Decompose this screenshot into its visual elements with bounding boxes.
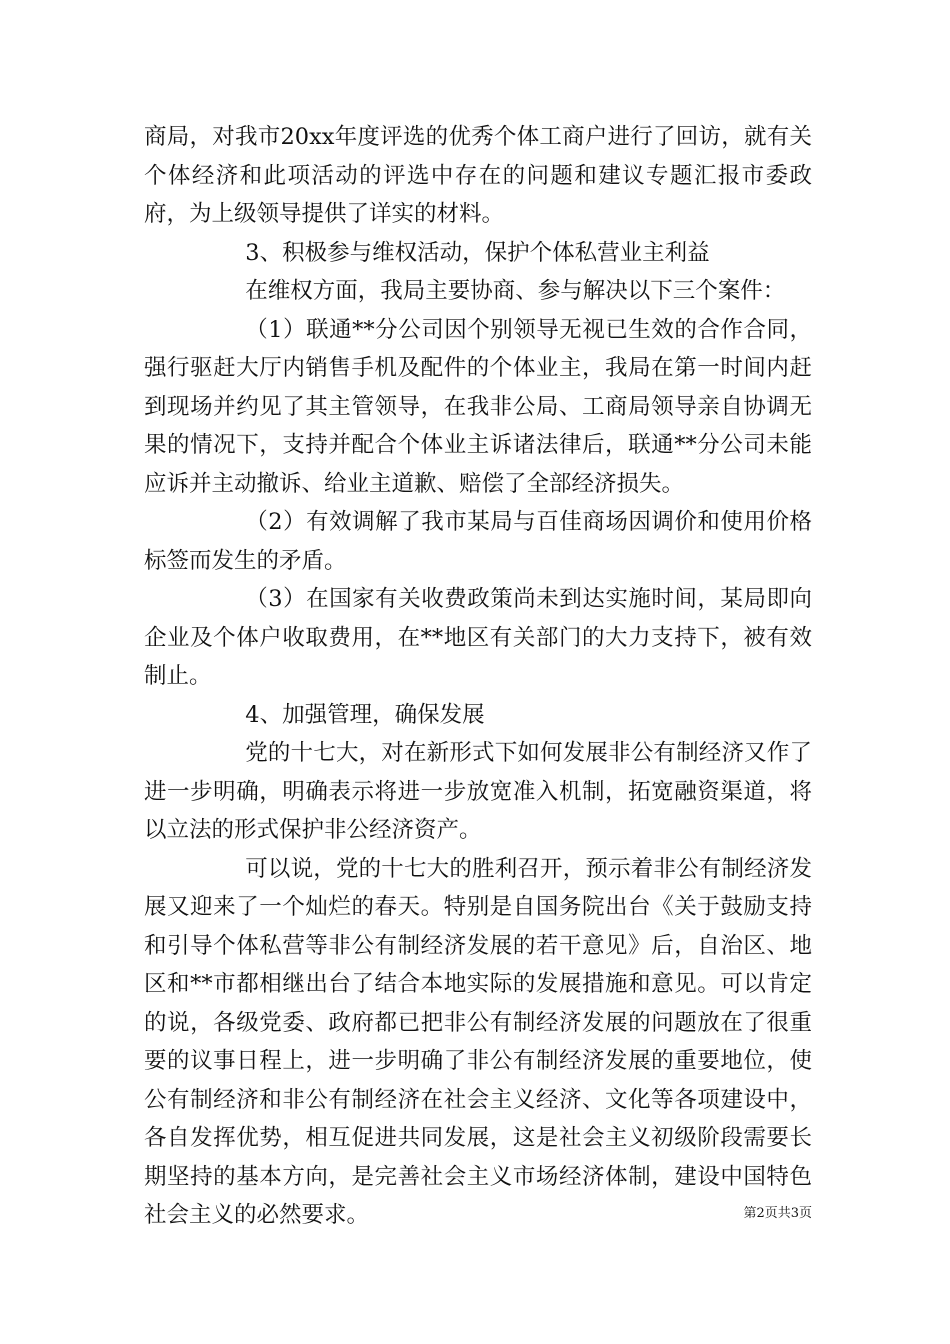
paragraph: 商局，对我市20xx年度评选的优秀个体工商户进行了回访，就有关个体经济和此项活动的评选中存在的问题和建议专题汇报市委政府，为上级领导提供了详实的材料。 (144, 124, 812, 227)
paragraph: 党的十七大，对在新形式下如何发展非公有制经济又作了进一步明确，明确表示将进一步放宽准入机制，拓宽融资渠道，将以立法的形式保护非公经济资产。 (144, 740, 812, 843)
list-item: （1）联通**分公司因个别领导无视已生效的合作合同，强行驱赶大厅内销售手机及配件的个体业主，我局在第一时间内赶到现场并约见了其主管领导，在我非公局、工商局领导亲自协调无果的情况下，支持并配合个体业主诉诸法律后，联通**分公司未能应诉并主动撤诉、给业主道歉、赔偿了全部经济损失。 (144, 316, 812, 497)
document-body (144, 118, 812, 1235)
section-heading: 3、积极参与维权活动，保护个体私营业主利益 (245, 239, 710, 266)
page-number-footer: 第2页共3页 (743, 1206, 812, 1221)
section-heading: 4、加强管理，确保发展 (245, 701, 485, 728)
paragraph: 可以说，党的十七大的胜利召开，预示着非公有制经济发展又迎来了一个灿烂的春天。特别是自国务院出台《关于鼓励支持和引导个体私营等非公有制经济发展的若干意见》后，自治区、地区和**市都相继出台了结合本地实际的发展措施和意见。可以肯定的说，各级党委、政府都已把非公有制经济发展的问题放在了很重要的议事日程上，进一步明确了非公有制经济发展的重要地位，使公有制经济和非公有制经济在社会主义经济、文化等各项建设中，各自发挥优势，相互促进共同发展，这是社会主义初级阶段需要长期坚持的基本方向，是完善社会主义市场经济体制，建设中国特色社会主义的必然要求。 (144, 855, 812, 1228)
list-item: （2）有效调解了我市某局与百佳商场因调价和使用价格标签而发生的矛盾。 (144, 509, 812, 574)
paragraph: 在维权方面，我局主要协商、参与解决以下三个案件： (245, 278, 786, 304)
list-item: （3）在国家有关收费政策尚未到达实施时间，某局即向企业及个体户收取费用，在**地区有关部门的大力支持下，被有效制止。 (144, 586, 812, 689)
